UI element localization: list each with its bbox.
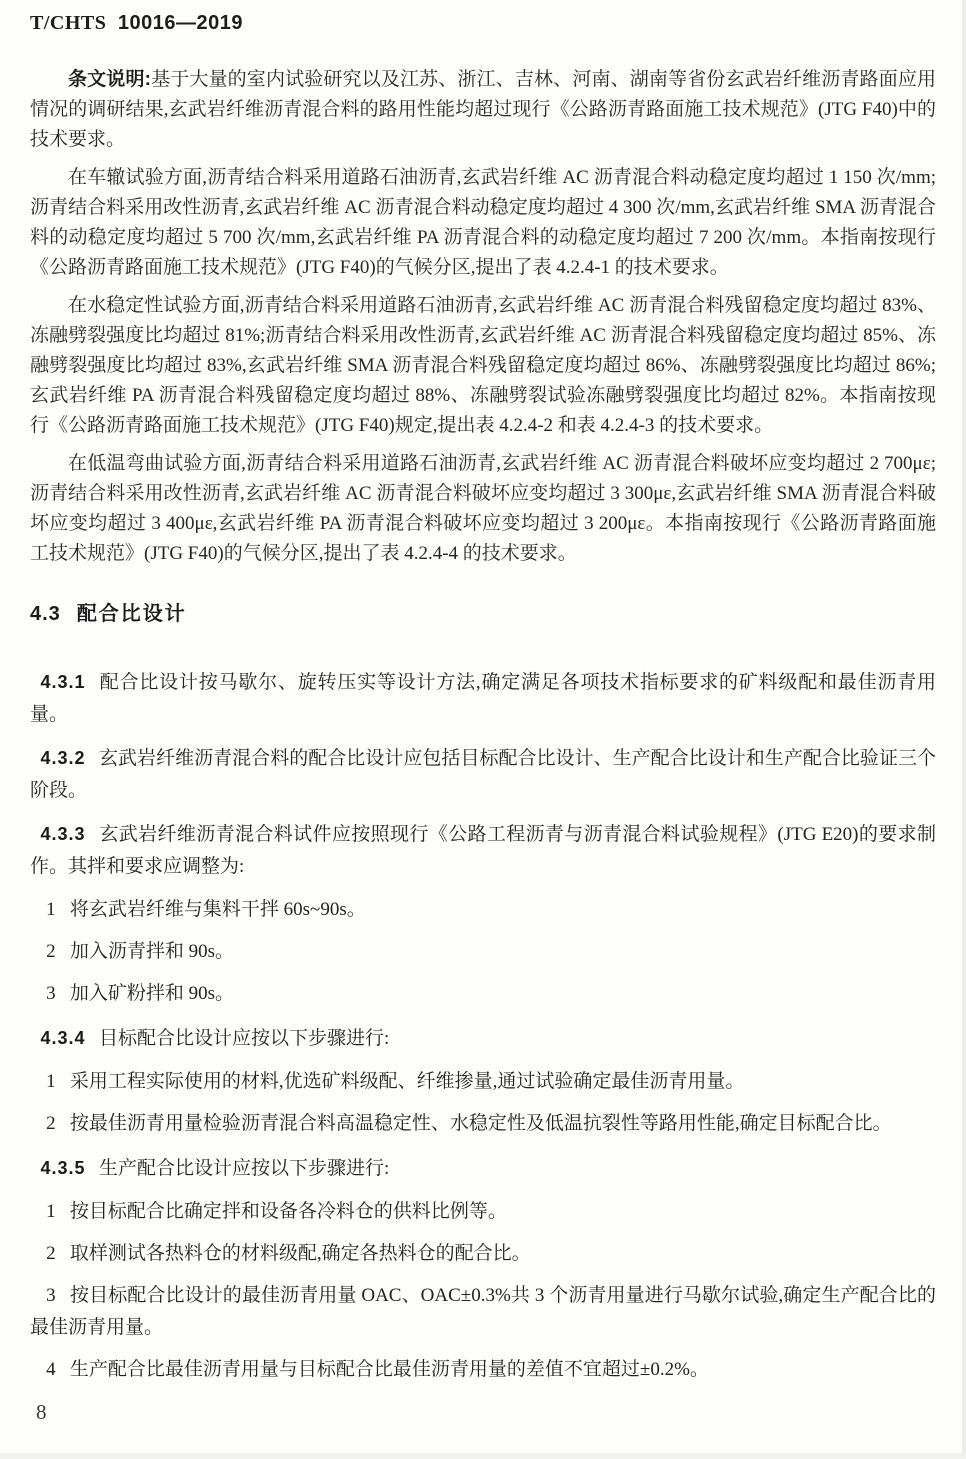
clause-4-3-3: [30, 818, 936, 883]
scan-edge-bottom: [0, 1453, 966, 1459]
item-number: 2: [46, 1113, 56, 1134]
clause-number: 4.3.4: [40, 1028, 86, 1048]
page-number: 8: [36, 1400, 47, 1424]
clause-4-3-2: [30, 742, 936, 807]
item-number: 1: [46, 899, 56, 920]
clause-4-3-3-item-3: [30, 978, 936, 1010]
item-text: 将玄武岩纤维与集料干拌 60s~90s。: [69, 899, 366, 920]
clause-number: 4.3.3: [40, 824, 86, 844]
clause-4-3-5-item-2: [30, 1238, 936, 1270]
clause-4-3-5-item-1: [30, 1196, 936, 1228]
section-heading: [30, 597, 936, 626]
clause-4-3-4-item-1: [30, 1066, 936, 1098]
item-number: 4: [46, 1359, 56, 1380]
item-number: 1: [46, 1201, 56, 1222]
item-text: 按最佳沥青用量检验沥青混合料高温稳定性、水稳定性及低温抗裂性等路用性能,确定目标配合比。: [69, 1113, 892, 1134]
clause-text: 目标配合比设计应按以下步骤进行:: [98, 1028, 390, 1049]
item-text: 采用工程实际使用的材料,优选矿料级配、纤维掺量,通过试验确定最佳沥青用量。: [69, 1071, 745, 1092]
clause-4-3-5-item-4: [30, 1354, 936, 1386]
running-head: [30, 12, 936, 35]
item-number: 1: [46, 1071, 56, 1092]
note-paragraph-4: 在低温弯曲试验方面,沥青结合料采用道路石油沥青,玄武岩纤维 AC 沥青混合料破坏应变均超过 2 700με;沥青结合料采用改性沥青,玄武岩纤维 AC 沥青混合料破坏应变均超过 3 300με,玄武岩纤维 SMA 沥青混合料破坏应变均超过 3 400με,玄武岩纤维 PA 沥青混合料破坏应变均超过 3 200με。本指南按现行《公路沥青路面施工技术规范》(JTG F40)的气候分区,提出了表 4.2.4-4 的技术要求。: [30, 453, 936, 564]
clause-4-3-3-item-2: [30, 936, 936, 968]
clause-4-3-4-item-2: [30, 1108, 936, 1140]
item-text: 按目标配合比确定拌和设备各冷料仓的供料比例等。: [69, 1201, 507, 1222]
scan-edge-right: [962, 0, 966, 1459]
item-text: 取样测试各热料仓的材料级配,确定各热料仓的配合比。: [69, 1243, 531, 1264]
item-number: 3: [46, 1285, 56, 1306]
clause-4-3-4: [30, 1022, 936, 1055]
clause-text: 配合比设计按马歇尔、旋转压实等设计方法,确定满足各项技术指标要求的矿料级配和最佳沥青用量。: [30, 672, 936, 725]
clause-4-3-5: [30, 1152, 936, 1185]
standard-number: 10016—2019: [117, 12, 243, 34]
section-title: 配合比设计: [76, 603, 187, 625]
item-text: 生产配合比最佳沥青用量与目标配合比最佳沥青用量的差值不宜超过±0.2%。: [69, 1359, 709, 1380]
clause-text: 生产配合比设计应按以下步骤进行:: [98, 1158, 390, 1179]
item-text: 按目标配合比设计的最佳沥青用量 OAC、OAC±0.3%共 3 个沥青用量进行马歇尔试验,确定生产配合比的最佳沥青用量。: [30, 1285, 936, 1338]
item-text: 加入矿粉拌和 90s。: [69, 983, 235, 1004]
clause-4-3-5-item-3: [30, 1280, 936, 1344]
section-number: 4.3: [30, 603, 61, 625]
clause-text: 玄武岩纤维沥青混合料试件应按照现行《公路工程沥青与沥青混合料试验规程》(JTG E20)的要求制作。其拌和要求应调整为:: [30, 824, 936, 877]
note-lead-label: 条文说明:: [68, 69, 151, 90]
item-number: 3: [46, 983, 56, 1004]
note-paragraph-1-text: 基于大量的室内试验研究以及江苏、浙江、吉林、河南、湖南等省份玄武岩纤维沥青路面应用情况的调研结果,玄武岩纤维沥青混合料的路用性能均超过现行《公路沥青路面施工技术规范》(JTG F40)中的技术要求。: [30, 69, 936, 150]
clause-4-3-3-item-1: [30, 894, 936, 926]
item-text: 加入沥青拌和 90s。: [69, 941, 235, 962]
note-paragraph-2: 在车辙试验方面,沥青结合料采用道路石油沥青,玄武岩纤维 AC 沥青混合料动稳定度均超过 1 150 次/mm;沥青结合料采用改性沥青,玄武岩纤维 AC 沥青混合料动稳定度均超过 4 300 次/mm,玄武岩纤维 SMA 沥青混合料的动稳定度均超过 5 700 次/mm,玄武岩纤维 PA 沥青混合料的动稳定度均超过 7 200 次/mm。本指南按现行《公路沥青路面施工技术规范》(JTG F40)的气候分区,提出了表 4.2.4-1 的技术要求。: [30, 167, 936, 278]
item-number: 2: [46, 941, 56, 962]
page-content: [30, 12, 936, 1396]
clause-number: 4.3.2: [40, 748, 86, 768]
clause-number: 4.3.5: [40, 1158, 86, 1178]
standard-prefix: T/CHTS: [30, 12, 107, 34]
note-paragraph-3: 在水稳定性试验方面,沥青结合料采用道路石油沥青,玄武岩纤维 AC 沥青混合料残留稳定度均超过 83%、冻融劈裂强度比均超过 81%;沥青结合料采用改性沥青,玄武岩纤维 AC 沥青混合料残留稳定度均超过 85%、冻融劈裂强度比均超过 83%,玄武岩纤维 SMA 沥青混合料残留稳定度均超过 86%、冻融劈裂强度比均超过 86%;玄武岩纤维 PA 沥青混合料残留稳定度均超过 88%、冻融劈裂试验冻融劈裂强度比均超过 82%。本指南按现行《公路沥青路面施工技术规范》(JTG F40)规定,提出表 4.2.4-2 和表 4.2.4-3 的技术要求。: [30, 295, 936, 436]
clause-4-3-1: [30, 666, 936, 731]
clause-number: 4.3.1: [40, 672, 86, 692]
note-paragraph-1: [30, 65, 936, 155]
item-number: 2: [46, 1243, 56, 1264]
clause-text: 玄武岩纤维沥青混合料的配合比设计应包括目标配合比设计、生产配合比设计和生产配合比验证三个阶段。: [30, 748, 936, 801]
